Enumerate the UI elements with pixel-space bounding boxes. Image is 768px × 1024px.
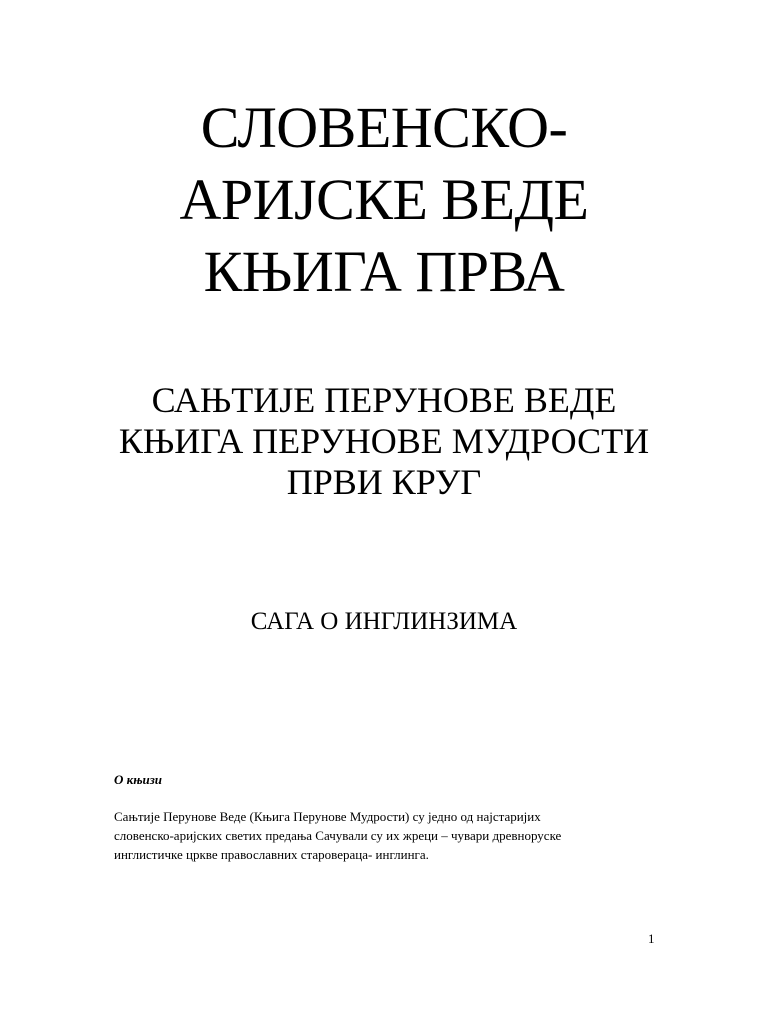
title-line: АРИЈСКЕ ВЕДЕ bbox=[179, 167, 589, 232]
about-paragraph bbox=[114, 807, 674, 864]
title-line: СЛОВЕНСКО- bbox=[200, 95, 568, 160]
about-line: Сањтије Перунове Веде (Књига Перунове Мудрости) су једно од најстаријих bbox=[114, 809, 541, 824]
title-line: КЊИГА ПРВА bbox=[203, 239, 565, 304]
subtitle-line: КЊИГА ПЕРУНОВЕ МУДРОСТИ bbox=[118, 421, 650, 461]
saga-title: САГА О ИНГЛИНЗИМА bbox=[250, 608, 518, 635]
document-title bbox=[0, 92, 768, 308]
about-heading: О књизи bbox=[114, 772, 163, 787]
about-line: инглистичке цркве православних старовераца- инглинга. bbox=[114, 847, 429, 862]
about-line: словенско-аријских светих предања Сачували су их жреци – чувари древноруске bbox=[114, 828, 562, 843]
subtitle-line: САЊТИЈЕ ПЕРУНОВЕ ВЕДЕ bbox=[151, 380, 617, 420]
page-number: 1 bbox=[648, 931, 655, 946]
document-subtitle bbox=[0, 380, 768, 503]
subtitle-line: ПРВИ КРУГ bbox=[286, 462, 482, 502]
